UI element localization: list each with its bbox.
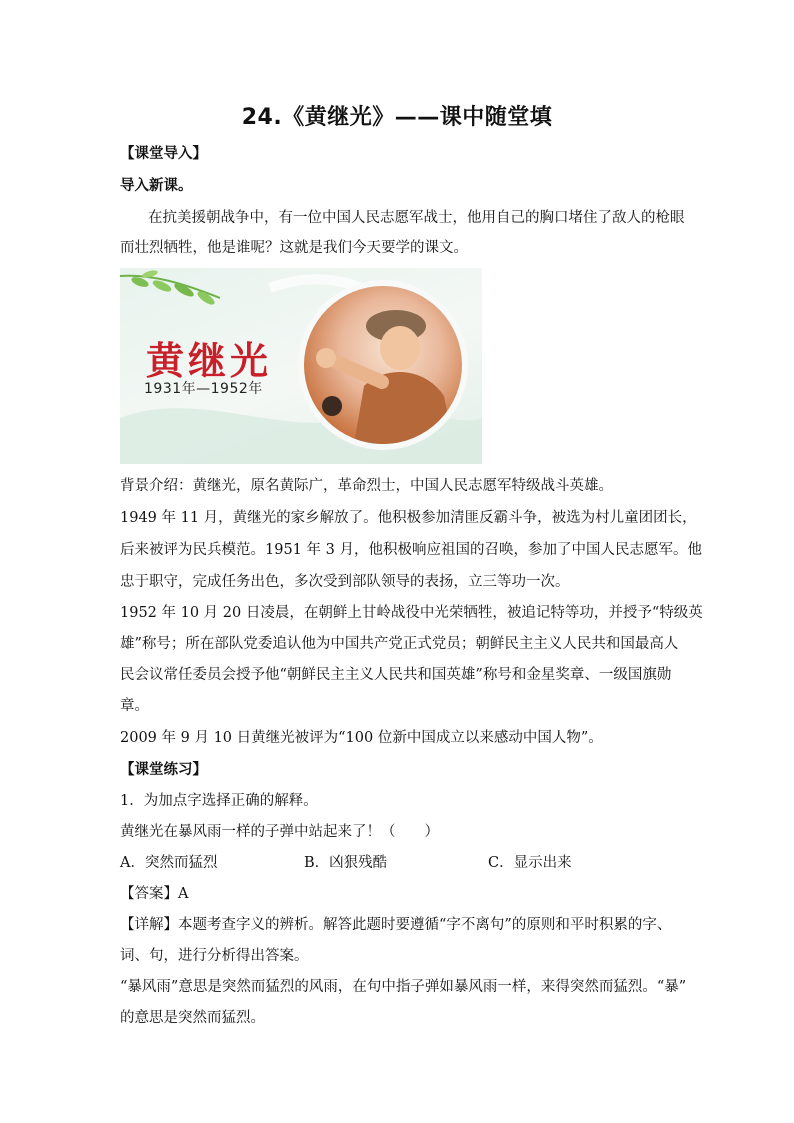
answer-line: 【答案】A [120,886,189,902]
section-heading-practice: 【课堂练习】 [120,762,207,778]
background-paragraph-line: 背景介绍：黄继光，原名黄际广，革命烈士，中国人民志愿军特级战斗英雄。 [120,478,613,494]
detail-line: 【详解】本题考查字义的辨析。解答此题时要遵循“字不离句”的原则和平时积累的字、 [120,917,672,933]
detail-line: 的意思是突然而猛烈。 [120,1010,265,1026]
figure-name: 黄继光 [146,338,273,383]
question-1-sentence: 黄继光在暴风雨一样的子弹中站起来了！（ ） [120,824,439,840]
soldier-portrait [304,286,462,444]
background-paragraph-line: 雄”称号；所在部队党委追认他为中国共产党正式党员；朝鲜民主主义人民共和国最高人 [120,636,679,652]
option-c: C．显示出来 [488,855,572,871]
figure-years: 1931年—1952年 [144,381,263,397]
option-a: A．突然而猛烈 [120,855,218,871]
background-paragraph-line: 1949 年 11 月，黄继光的家乡解放了。他积极参加清匪反霸斗争，被选为村儿童团团长， [120,510,697,526]
question-1: 1．为加点字选择正确的解释。 [120,793,318,809]
background-paragraph-line: 民会议常任委员会授予他“朝鲜民主主义人民共和国英雄”称号和金星奖章、一级国旗勋 [120,667,672,683]
option-b: B．凶狠残酷 [304,855,388,871]
background-paragraph-line: 后来被评为民兵模范。1951 年 3 月，他积极响应祖国的召唤，参加了中国人民志愿军。他 [120,542,702,558]
hero-illustration [120,268,482,464]
soldier-icon [304,286,462,444]
detail-line: 词、句，进行分析得出答案。 [120,948,309,964]
intro-paragraph-line: 在抗美援朝战争中，有一位中国人民志愿军战士，他用自己的胸口堵住了敌人的枪眼 [148,210,685,226]
background-paragraph-line: 2009 年 9 月 10 日黄继光被评为“100 位新中国成立以来感动中国人物”。 [120,730,603,746]
background-paragraph-line: 忠于职守，完成任务出色，多次受到部队领导的表扬，立三等功一次。 [120,574,570,590]
section-heading-intro: 【课堂导入】 [120,146,207,162]
background-paragraph-line: 章。 [120,698,149,714]
intro-heading: 导入新课。 [120,178,193,194]
intro-paragraph-line: 而壮烈牺牲，他是谁呢？这就是我们今天要学的课文。 [120,240,468,256]
answer-options [120,853,720,873]
page-title: 24.《黄继光》——课中随堂填 [241,105,553,130]
background-paragraph-line: 1952 年 10 月 20 日凌晨，在朝鲜上甘岭战役中光荣牺牲，被追记特等功，并授予“特级英 [120,605,703,621]
detail-line: “暴风雨”意思是突然而猛烈的风雨，在句中指子弹如暴风雨一样，来得突然而猛烈。“暴” [120,979,687,995]
